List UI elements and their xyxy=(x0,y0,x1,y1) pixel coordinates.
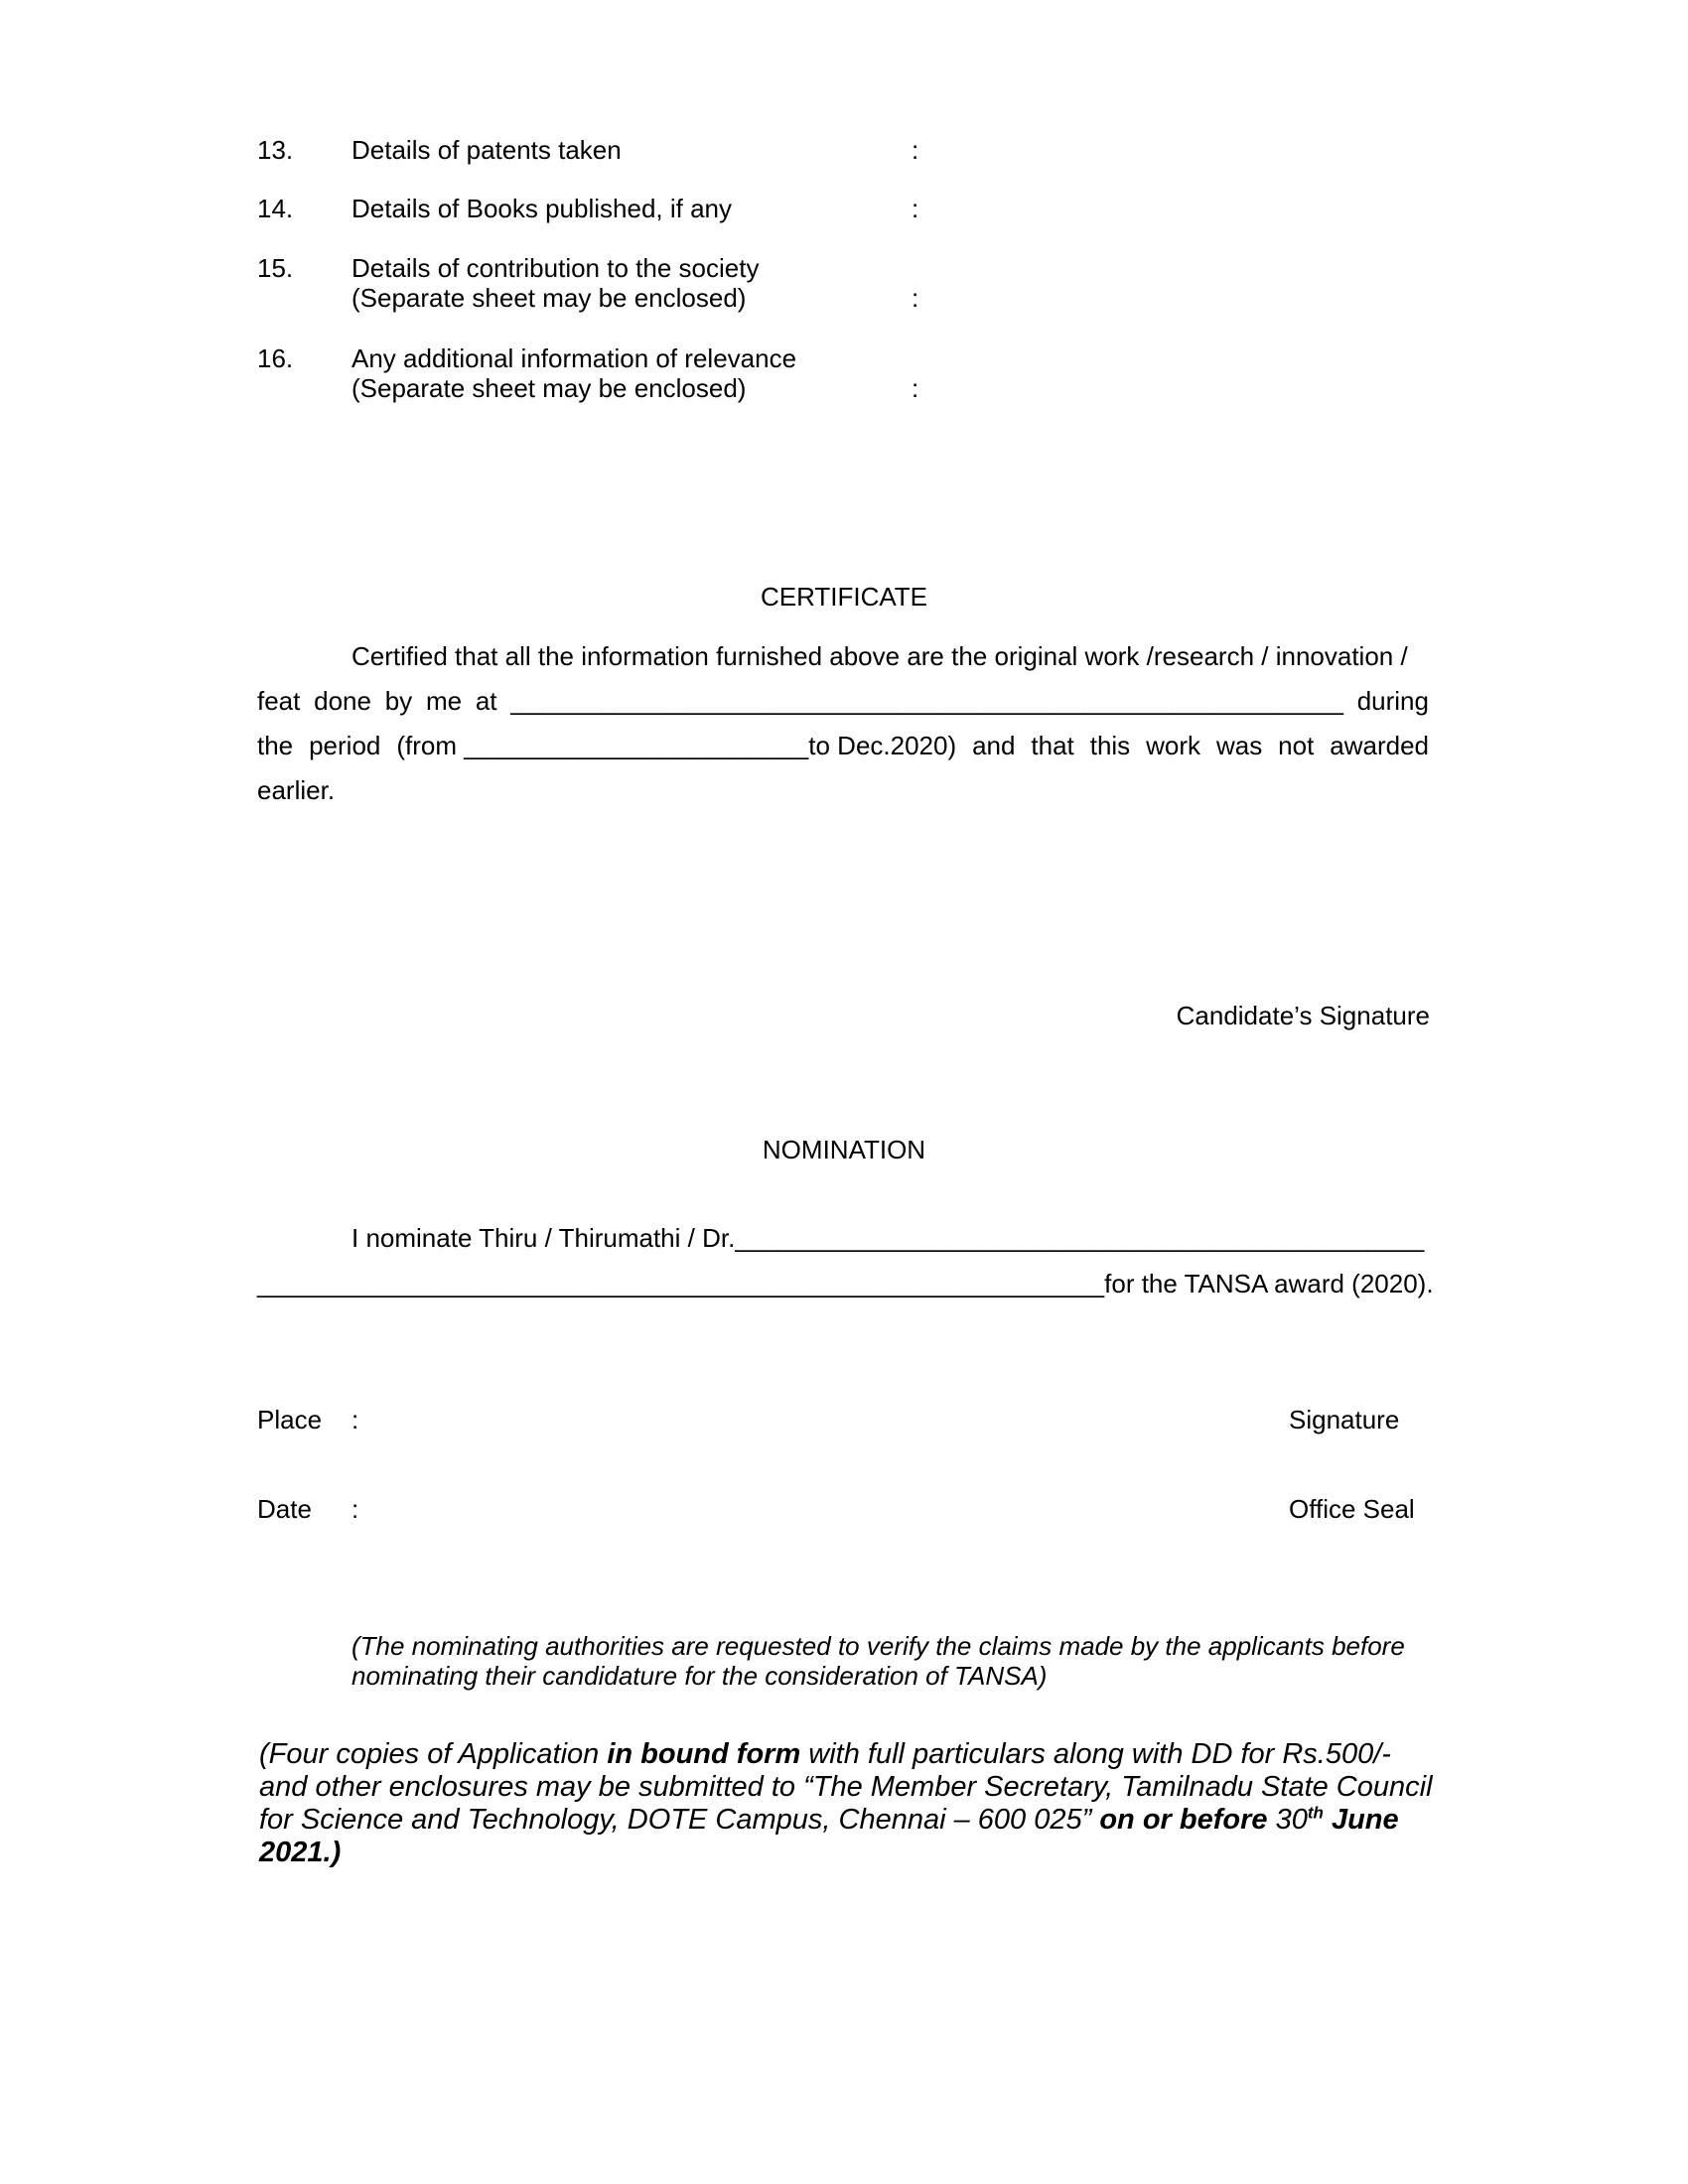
from-group xyxy=(396,731,956,761)
workplace-blank: __________________________________________________________ xyxy=(510,686,1343,716)
word: by xyxy=(384,686,413,716)
word: that xyxy=(1031,731,1074,760)
word: feat xyxy=(257,686,301,716)
text: (Four copies of Application xyxy=(259,1738,608,1770)
text-bold: in bound form xyxy=(607,1738,801,1770)
text-bold: June xyxy=(1323,1804,1399,1836)
period-start-blank: ________________________ xyxy=(464,731,809,760)
text-bold: 2021.) xyxy=(259,1837,342,1868)
word: me xyxy=(425,686,463,716)
word: work xyxy=(1146,731,1201,760)
word: during xyxy=(1356,686,1429,716)
word: and xyxy=(972,731,1016,760)
word: done xyxy=(314,686,371,716)
item-label: Details of Books published, if any xyxy=(352,194,732,223)
submission-line-4 xyxy=(259,1837,341,1869)
word: to Dec.2020) xyxy=(808,731,957,760)
item-label-note: (Separate sheet may be enclosed) xyxy=(352,283,747,313)
submission-line-2: and other enclosures may be submitted to “The Member Secretary, Tamilnadu State Council xyxy=(259,1771,1433,1803)
place-label: Place xyxy=(257,1405,323,1434)
date-colon: : xyxy=(352,1494,359,1524)
word: period xyxy=(309,731,381,760)
certificate-line-2 xyxy=(257,686,1429,717)
certificate-heading: CERTIFICATE xyxy=(760,582,928,612)
nominator-signature-label: Signature xyxy=(1289,1405,1400,1434)
word: (from xyxy=(396,731,457,760)
certificate-line-1: Certified that all the information furnished above are the original work /research / innovation / xyxy=(352,641,1408,671)
note-line-2: nominating their candidature for the consideration of TANSA) xyxy=(352,1661,1048,1691)
nomination-line-1: I nominate Thiru / Thirumathi / Dr.________________________________________________ xyxy=(352,1223,1425,1253)
item-number: 16. xyxy=(257,343,294,373)
text-bold: on or before xyxy=(1091,1804,1268,1836)
item-label: Details of contribution to the society xyxy=(352,253,760,283)
item-number: 14. xyxy=(257,194,294,223)
item-colon: : xyxy=(912,135,919,165)
note-line-1: (The nominating authorities are requested to verify the claims made by the applicants before xyxy=(352,1631,1405,1661)
text: with full particulars along with DD for Rs.500/- xyxy=(800,1738,1391,1770)
word: awarded xyxy=(1330,731,1429,760)
item-label-note: (Separate sheet may be enclosed) xyxy=(352,373,747,403)
place-colon: : xyxy=(352,1405,359,1434)
submission-line-1 xyxy=(259,1738,1391,1771)
text-bold: th xyxy=(1307,1803,1324,1823)
submission-line-3 xyxy=(259,1804,1399,1837)
text: 30 xyxy=(1267,1804,1308,1836)
item-colon: : xyxy=(912,373,919,403)
office-seal-label: Office Seal xyxy=(1289,1494,1415,1524)
item-colon: : xyxy=(912,283,919,313)
item-label: Details of patents taken xyxy=(352,135,622,165)
certificate-line-3 xyxy=(257,731,1429,761)
item-number: 15. xyxy=(257,253,294,283)
word: not xyxy=(1278,731,1315,760)
date-label: Date xyxy=(257,1494,312,1524)
item-number: 13. xyxy=(257,135,294,165)
item-colon: : xyxy=(912,194,919,223)
word: this xyxy=(1089,731,1131,760)
word: was xyxy=(1215,731,1263,760)
item-label: Any additional information of relevance xyxy=(352,343,797,373)
text: for Science and Technology, DOTE Campus, Chennai – 600 025” xyxy=(259,1804,1092,1836)
word: at xyxy=(475,686,497,716)
certificate-line-4: earlier. xyxy=(257,775,336,805)
nomination-line-2: ___________________________________________________________for the TANSA award (2020). xyxy=(257,1269,1434,1298)
candidate-signature-label: Candidate’s Signature xyxy=(1176,1001,1430,1030)
word: the xyxy=(257,731,294,760)
nomination-heading: NOMINATION xyxy=(762,1135,926,1164)
